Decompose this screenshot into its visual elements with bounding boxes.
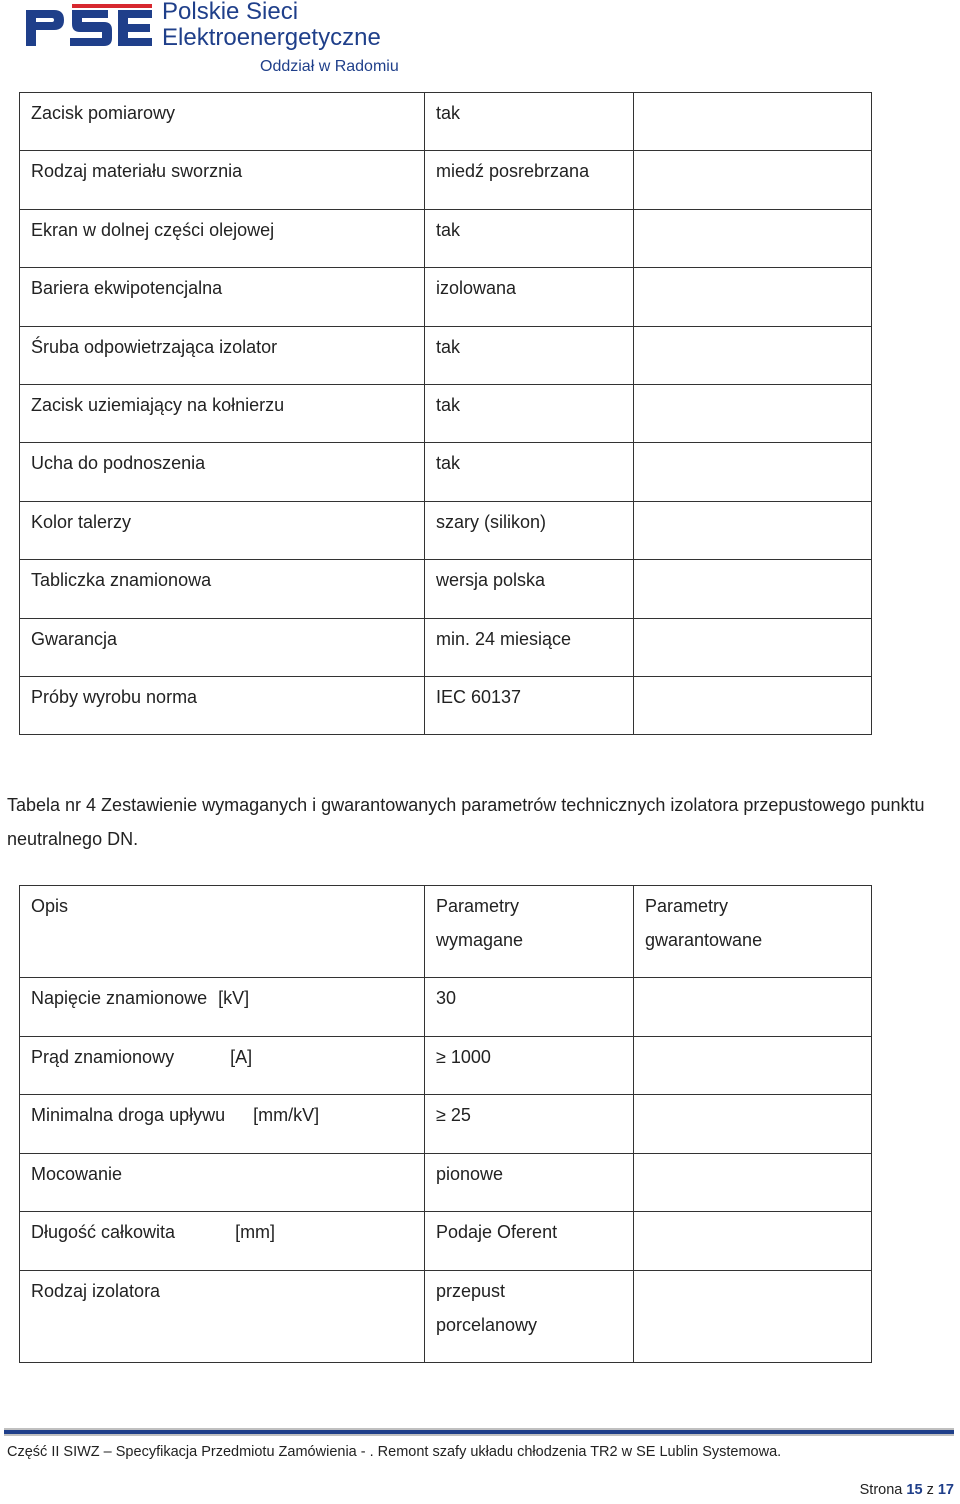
row-label: Ucha do podnoszenia: [20, 443, 425, 501]
row-value: IEC 60137: [425, 676, 634, 734]
row-value: Podaje Oferent: [425, 1212, 634, 1271]
row-guaranteed: [634, 209, 872, 267]
row-label: Gwarancja: [20, 618, 425, 676]
row-label: Rodzaj materiału sworznia: [20, 151, 425, 209]
page-separator: z: [926, 1482, 934, 1498]
row-guaranteed: [634, 384, 872, 442]
header-guaranteed: [634, 886, 872, 978]
page-prefix: Strona: [859, 1482, 903, 1498]
row-label: Kolor talerzy: [20, 501, 425, 559]
row-label: [20, 1153, 425, 1212]
table-row: [20, 93, 872, 151]
header-guaranteed-line2: gwarantowane: [645, 930, 763, 950]
row-unit: [A]: [230, 1046, 253, 1067]
row-label: [20, 1212, 425, 1271]
header-description-label: Opis: [31, 896, 69, 916]
row-value: tak: [425, 326, 634, 384]
row-unit: [mm/kV]: [253, 1105, 320, 1125]
row-label-text: Długość całkowita: [31, 1222, 176, 1242]
parameters-table-4: [19, 885, 872, 1363]
row-guaranteed: [634, 1095, 872, 1154]
row-unit: [mm]: [235, 1222, 276, 1242]
footer-text: Część II SIWZ – Specyfikacja Przedmiotu Zamówienia - . Remont szafy układu chłodzenia TR2 w SE Lublin Systemowa.: [7, 1444, 782, 1460]
table-row: [20, 978, 872, 1037]
row-label-text: Minimalna droga upływu: [31, 1105, 226, 1125]
row-label: Tabliczka znamionowa: [20, 560, 425, 618]
row-guaranteed: [634, 1153, 872, 1212]
table-row: [20, 618, 872, 676]
row-guaranteed: [634, 268, 872, 326]
row-value: ≥ 25: [425, 1095, 634, 1154]
row-label: [20, 1095, 425, 1154]
table-row: [20, 1036, 872, 1095]
row-guaranteed: [634, 443, 872, 501]
footer-divider: [4, 1428, 954, 1436]
row-label: [20, 978, 425, 1037]
row-label: Zacisk uziemiający na kołnierzu: [20, 384, 425, 442]
header-required: [425, 886, 634, 978]
row-guaranteed: [634, 326, 872, 384]
row-label: [20, 1036, 425, 1095]
header-required-line2: wymagane: [436, 930, 524, 950]
table-row: [20, 268, 872, 326]
row-value: izolowana: [425, 268, 634, 326]
page-current: 15: [906, 1482, 923, 1498]
row-guaranteed: [634, 1270, 872, 1362]
row-value: 30: [425, 978, 634, 1037]
row-label: Ekran w dolnej części olejowej: [20, 209, 425, 267]
row-value: [425, 1270, 634, 1362]
row-value: tak: [425, 384, 634, 442]
table-row: [20, 560, 872, 618]
header-required-line1: Parametry: [436, 896, 520, 916]
row-value-line1: przepust: [436, 1280, 506, 1301]
row-guaranteed: [634, 560, 872, 618]
row-label-text: Napięcie znamionowe: [31, 988, 208, 1008]
row-label: Śruba odpowietrzająca izolator: [20, 326, 425, 384]
row-value: miedź posrebrzana: [425, 151, 634, 209]
table-row: [20, 1270, 872, 1362]
table-row: [20, 501, 872, 559]
row-guaranteed: [634, 676, 872, 734]
row-guaranteed: [634, 1212, 872, 1271]
row-value: ≥ 1000: [425, 1036, 634, 1095]
table-row: [20, 1095, 872, 1154]
table-caption: Tabela nr 4 Zestawienie wymaganych i gwarantowanych parametrów technicznych izolatora przepustowego punktu neutralnego DN.: [7, 795, 925, 849]
table-row: [20, 443, 872, 501]
row-label: Bariera ekwipotencjalna: [20, 268, 425, 326]
row-guaranteed: [634, 501, 872, 559]
table-row: [20, 209, 872, 267]
row-value: tak: [425, 209, 634, 267]
parameters-table-continued: [19, 92, 872, 735]
row-guaranteed: [634, 93, 872, 151]
row-value: tak: [425, 93, 634, 151]
row-unit: [kV]: [218, 988, 250, 1008]
branch-name: Oddział w Radomiu: [260, 58, 399, 75]
row-guaranteed: [634, 1036, 872, 1095]
row-value: szary (silikon): [425, 501, 634, 559]
row-value: wersja polska: [425, 560, 634, 618]
pse-logo-icon: [24, 2, 154, 48]
table-row: [20, 326, 872, 384]
row-value: min. 24 miesiące: [425, 618, 634, 676]
row-value: tak: [425, 443, 634, 501]
row-label-text: Prąd znamionowy: [31, 1046, 175, 1067]
table-row: [20, 1153, 872, 1212]
header-description: [20, 886, 425, 978]
row-label: Zacisk pomiarowy: [20, 93, 425, 151]
page-total: 17: [937, 1482, 954, 1498]
row-label-text: Mocowanie: [31, 1163, 123, 1184]
table-row: [20, 151, 872, 209]
company-name-line2: Elektroenergetyczne: [162, 24, 381, 51]
row-guaranteed: [634, 151, 872, 209]
row-value: pionowe: [425, 1153, 634, 1212]
table-header-row: [20, 886, 872, 978]
row-label: [20, 1270, 425, 1362]
table-row: [20, 1212, 872, 1271]
table-row: [20, 676, 872, 734]
row-label-text: Rodzaj izolatora: [31, 1280, 161, 1301]
row-guaranteed: [634, 618, 872, 676]
header-guaranteed-line1: Parametry: [645, 896, 729, 916]
company-name-line1: Polskie Sieci: [162, 0, 299, 25]
page-number: [860, 1482, 954, 1498]
table-row: [20, 384, 872, 442]
row-value-line2: porcelanowy: [436, 1314, 538, 1335]
row-label: Próby wyrobu norma: [20, 676, 425, 734]
row-guaranteed: [634, 978, 872, 1037]
